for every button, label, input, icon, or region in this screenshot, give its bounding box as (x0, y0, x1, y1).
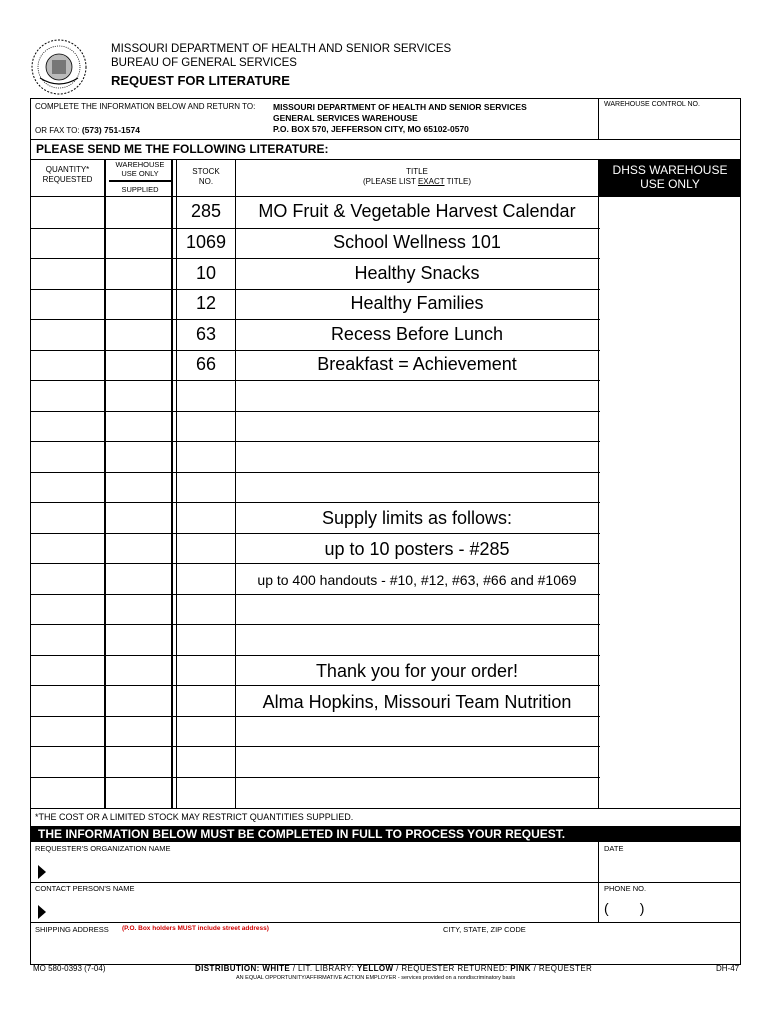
dhss-use-only-header: DHSS WAREHOUSE USE ONLY (599, 160, 741, 196)
col-warehouse-header: WAREHOUSE USE ONLY (115, 160, 165, 178)
fax-number: (573) 751-1574 (81, 125, 140, 135)
divider (30, 228, 600, 229)
divider (30, 319, 600, 320)
divider (30, 624, 600, 625)
stock-number: 10 (195, 263, 217, 283)
distribution-line: DISTRIBUTION: WHITE / LIT. LIBRARY: YELLOW / REQUESTER RETURNED: PINK / REQUESTER (195, 964, 593, 973)
divider (30, 594, 600, 595)
divider (30, 777, 600, 778)
divider (176, 159, 177, 809)
shipping-address-label: SHIPPING ADDRESS (35, 925, 109, 934)
divider (171, 159, 173, 809)
item-title: Breakfast = Achievement (317, 354, 517, 374)
stock-number: 66 (195, 354, 217, 374)
divider (109, 180, 171, 182)
cost-note: *THE COST OR A LIMITED STOCK MAY RESTRICT QUANTITIES SUPPLIED. (35, 812, 354, 822)
thank-you-note: Thank you for your order! (315, 661, 519, 681)
stock-number: 1069 (185, 232, 227, 252)
city-state-zip-label: CITY, STATE, ZIP CODE (443, 925, 526, 934)
divider (30, 563, 600, 564)
col-title-header: TITLE (PLEASE LIST EXACT TITLE) (362, 167, 472, 186)
posters-limit-note: up to 10 posters - #285 (324, 539, 510, 559)
divider (104, 159, 106, 809)
divider (30, 746, 600, 747)
stock-number: 12 (195, 293, 217, 313)
divider (30, 533, 600, 534)
divider (30, 441, 600, 442)
org-name-label: REQUESTER'S ORGANIZATION NAME (35, 844, 171, 853)
must-complete-banner: THE INFORMATION BELOW MUST BE COMPLETED IN FULL TO PROCESS YOUR REQUEST. (30, 826, 741, 842)
stock-number: 285 (190, 201, 222, 221)
date-label: DATE (604, 844, 624, 853)
item-title: MO Fruit & Vegetable Harvest Calendar (258, 201, 576, 221)
stock-number: 63 (195, 324, 217, 344)
phone-field[interactable]: ( ) (604, 900, 645, 916)
complete-label: COMPLETE THE INFORMATION BELOW AND RETURN TO: (35, 102, 256, 111)
arrow-right-icon (38, 865, 46, 879)
form-number: MO 580-0393 (7-04) (33, 964, 106, 973)
state-seal-logo (30, 38, 88, 96)
divider (30, 350, 600, 351)
contact-name-label: CONTACT PERSON'S NAME (35, 884, 135, 893)
col-stock-header: STOCK NO. (192, 167, 220, 186)
signature-note: Alma Hopkins, Missouri Team Nutrition (262, 692, 572, 712)
col-supplied-header: SUPPLIED (121, 185, 159, 194)
divider (30, 380, 600, 381)
bureau-name: BUREAU OF GENERAL SERVICES (111, 57, 297, 69)
divider (30, 922, 741, 923)
divider (30, 685, 600, 686)
date-field[interactable] (602, 856, 738, 880)
org-name-field[interactable] (50, 856, 595, 880)
fax-label: OR FAX TO: (35, 126, 80, 135)
col-quantity-header: QUANTITY* REQUESTED (42, 165, 93, 184)
item-title: School Wellness 101 (333, 232, 501, 252)
divider (30, 655, 600, 656)
equal-opportunity-note: AN EQUAL OPPORTUNITY/AFFIRMATIVE ACTION EMPLOYER - services provided on a nondiscriminatory basis (236, 975, 516, 981)
contact-name-field[interactable] (50, 896, 595, 920)
supply-limits-note: Supply limits as follows: (321, 508, 513, 528)
divider (598, 159, 599, 809)
divider (30, 502, 600, 503)
warehouse-control-field[interactable] (600, 110, 740, 139)
divider (30, 882, 741, 883)
item-title: Healthy Families (350, 293, 484, 313)
phone-label: PHONE NO. (604, 884, 647, 893)
item-title: Healthy Snacks (354, 263, 480, 283)
return-address: MISSOURI DEPARTMENT OF HEALTH AND SENIOR SERVICES GENERAL SERVICES WAREHOUSE P.O. BOX 570, JEFFERSON CITY, MO 65102-0570 (273, 102, 527, 134)
form-title: REQUEST FOR LITERATURE (111, 73, 290, 88)
agency-name: MISSOURI DEPARTMENT OF HEALTH AND SENIOR SERVICES (111, 43, 452, 55)
po-box-note: (P.O. Box holders MUST include street address) (122, 925, 269, 932)
shipping-address-field[interactable] (35, 936, 735, 962)
dh-number: DH-47 (716, 964, 740, 973)
item-title: Recess Before Lunch (330, 324, 504, 344)
warehouse-control-label: WAREHOUSE CONTROL NO. (604, 101, 700, 108)
handouts-limit-note: up to 400 handouts - #10, #12, #63, #66 and #1069 (257, 572, 577, 588)
arrow-right-icon (38, 905, 46, 919)
fax-line (35, 125, 140, 136)
section-title: PLEASE SEND ME THE FOLLOWING LITERATURE: (36, 142, 329, 156)
divider (30, 289, 600, 290)
divider (30, 716, 600, 717)
divider (30, 472, 600, 473)
divider (30, 258, 600, 259)
divider (30, 411, 600, 412)
divider (30, 808, 741, 809)
divider (598, 98, 599, 140)
